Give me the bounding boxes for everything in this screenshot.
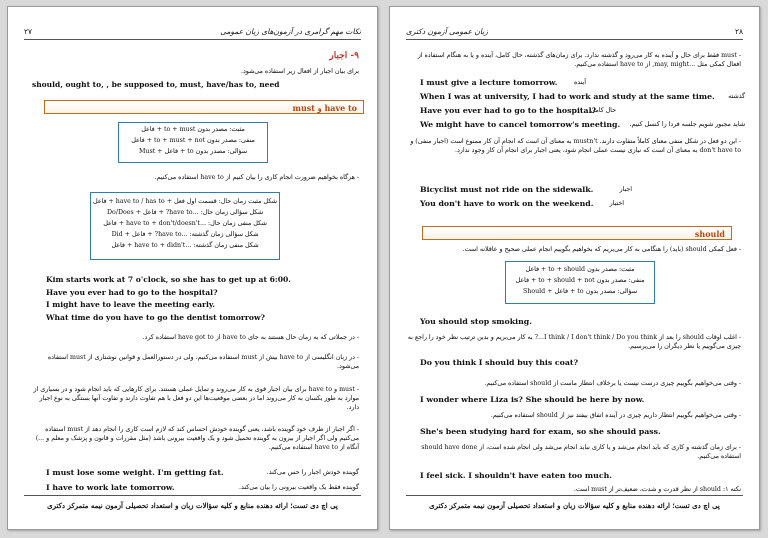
page-footer <box>24 495 361 513</box>
left-page <box>7 6 378 530</box>
footer-text: پی اچ دی تست؛ ارائه دهنده منابع و کلیه سؤالات زبان و استعداد تحصیلی آزمون نیمه متمرکز دکتری <box>429 501 720 510</box>
example-tag: اجبار <box>619 186 632 193</box>
expect-note: - وقتی می‌خواهیم بگوییم انتظار داریم چیزی در آینده اتفاق بیفتد نیز از should استفاده می‌کنیم. <box>490 412 741 419</box>
example-sentence: Have you ever had to go to the hospital? <box>420 106 597 115</box>
structure-row: مثبت: مصدر بدون to + must + فاعل <box>141 126 245 133</box>
example-sentence: Kim starts work at 7 o'clock, so she has to get up at 6:00. <box>46 275 291 284</box>
structure-row: سؤالی: مصدر بدون to + فاعل + Should <box>522 288 638 295</box>
structure-row: مثبت: مصدر بدون to + should + فاعل <box>525 266 635 273</box>
structure-row: شکل سؤالی زمان حال: ...have to? + فاعل + Do/Does <box>106 209 264 216</box>
have-to-intro: - هرگاه بخواهیم ضرورت انجام کاری را بیان کنیم از have to استفاده می‌کنیم. <box>154 174 359 181</box>
example-list <box>46 275 366 325</box>
example-tag: حال کامل <box>590 107 616 114</box>
page-footer <box>406 495 743 513</box>
example-tag: شاید مجبور شویم جلسه فردا را کنسل کنیم. <box>629 121 745 128</box>
page-number: ۲۸ <box>734 27 743 36</box>
past-note: - برای زمان گذشته و کاری که باید انجام می‌شد و یا کاری نباید انجام می‌شد ولی انجام شده است، از should have done استفاده می‌کنیم. <box>421 444 741 460</box>
should-structure-box <box>505 261 655 304</box>
example-tag: گذشته <box>728 93 745 100</box>
example-sentence: We might have to cancel tomorrow's meeting. <box>420 120 621 129</box>
example-sentence: I wonder where Liza is? She should be here by now. <box>420 395 645 404</box>
example-sentence: She's been studying hard for exam, so she should pass. <box>420 427 661 436</box>
must-note: - must فقط برای حال و آینده به کار می‌رود و گذشته ندارد. برای زمان‌های گذشته، حال کامل، آینده و یا به هنگام استفاده از افعال کمکی مثل ...may, might, از have to استفاده می‌کنیم. <box>417 52 741 68</box>
example-tag: آینده <box>573 79 586 86</box>
example-sentence: You should stop smoking. <box>420 317 532 326</box>
final-example-note: گوینده فقط یک واقعیت بیرونی را بیان می‌کند. <box>239 484 359 491</box>
section-bar <box>422 226 732 240</box>
section-bar-title: have to و must <box>292 103 357 113</box>
example-sentence: Do you think I should buy this coat? <box>420 358 579 367</box>
must-structure-box <box>118 122 268 163</box>
note: - must و have to برای بیان اجبار قوی به کار می‌روند و تمایل عملی هستند. برای کارهایی که باید انجام شود و در بسیاری از موارد به طور یکسان به کار می‌روند اما در بعضی موقعیت‌ها این دو فعل با هم تفاوت دارند و تفاوت آنها بستگی به نوع اجبار دارد. <box>33 386 359 411</box>
structure-row: شکل سؤالی زمان گذشته: ...have to? + فاعل + Did <box>111 231 259 238</box>
surprise-note: - وقتی می‌خواهیم بگوییم چیزی درست نیست یا برخلاف انتظار ماست از should استفاده می‌کنیم. <box>484 380 741 387</box>
note: - اگر اجبار از طرف خود گوینده باشد، یعنی گوینده خودش احساس کند که لازم است کاری را انجام دهد از must استفاده می‌کنیم ولی اگر اجبار از بیرون به گوینده تحمیل شود و یک واقعیت بیرونی باشد (مثل مقررات و قانون و پزشک و معلم و ...) آنگاه از have to استفاده می‌کنیم. <box>35 426 359 451</box>
should-intro: - فعل کمکی should (باید) را هنگامی به کار می‌بریم که بخواهیم بگوییم انجام عملی صحیح و عاقلانه است. <box>462 246 741 253</box>
example-sentence: Have you ever had to go to the hospital? <box>46 287 218 297</box>
final-note: نکته ۱: should از نظر قدرت و شدت، ضعیف‌تر از must است. <box>573 486 741 493</box>
page-header <box>24 24 361 40</box>
note: - در جملاتی که به زمان حال هستند به جای have to از have got to استفاده کرد. <box>142 334 359 341</box>
page-number: ۲۷ <box>24 27 33 36</box>
example-sentence: I feel sick. I shouldn't have eaten too much. <box>420 471 612 480</box>
structure-row: منفی: مصدر بدون to + should + not + فاعل <box>515 277 645 284</box>
header-title: زبان عمومی آزمون دکتری <box>406 27 488 36</box>
example-sentence: I must give a lecture tomorrow. <box>420 78 558 87</box>
final-example: I must lose some weight. I'm getting fat. <box>46 468 224 477</box>
example-sentence: You don't have to work on the weekend. <box>420 199 594 208</box>
section-bar-title: should <box>694 229 725 239</box>
footer-text: پی اچ دی تست؛ ارائه دهنده منابع و کلیه سؤالات زبان و استعداد تحصیلی آزمون نیمه متمرکز دکتری <box>47 501 338 510</box>
think-note: - اغلب اوقات should را بعد از I think / I don't think / Do you think...? به کار می‌بریم و بدین ترتیب نظر خود را راجع به چیزی می‌گوییم یا نظر دیگران را می‌پرسیم. <box>407 334 741 350</box>
example-sentence: Bicyclist must not ride on the sidewalk. <box>420 185 594 194</box>
note: - در زبان انگلیسی از have to بیش از must استفاده می‌کنیم، ولی در دستورالعمل و قوانین نوشتاری از must استفاده می‌شود. <box>47 354 359 370</box>
negative-note: - این دو فعل در شکل منفی معنای کاملاً متفاوت دارند. mustn't به معنای آن است که انجام آن کار ممنوع است (اجبار منفی) و don't have to به معنای آن است که نیازی نیست عملی انجام شود، یعنی اجبار برای انجام آن کار وجود ندارد. <box>410 138 741 154</box>
have-to-structure-box <box>90 192 280 260</box>
page-header <box>406 24 743 40</box>
header-title: نکات مهم گرامری در آزمون‌های زبان عمومی <box>220 27 361 36</box>
structure-row: سؤالی: مصدر بدون to + فاعل + Must <box>138 148 248 155</box>
final-example-note: گوینده خودش اجبار را حس می‌کند. <box>266 469 359 476</box>
right-page <box>389 6 760 530</box>
structure-row: شکل منفی زمان گذشته: ...have to + didn't + فاعل <box>111 242 259 249</box>
structure-row: شکل منفی زمان حال: ...have to + don't/doesn't + فاعل <box>103 220 267 227</box>
example-sentence: When I was at university, I had to work and study at the same time. <box>420 92 715 101</box>
example-sentence: What time do you have to go the dentist tomorrow? <box>46 312 265 322</box>
intro-text: برای بیان اجبار از افعال زیر استفاده می‌شود. <box>240 68 359 75</box>
final-example: I have to work late tomorrow. <box>46 483 175 492</box>
modal-list: should, ought to, , be supposed to, must, have/has to, need <box>32 80 280 89</box>
structure-row: شکل مثبت زمان حال: قسمت اول فعل + have to / has to + فاعل <box>93 198 277 205</box>
example-sentence: I might have to leave the meeting early. <box>46 300 216 309</box>
example-tag: اختیار <box>609 200 624 207</box>
structure-row: منفی: مصدر بدون to + must + not + فاعل <box>131 137 255 144</box>
section-heading: ۹- اجبار <box>329 51 359 61</box>
section-bar <box>44 100 364 114</box>
